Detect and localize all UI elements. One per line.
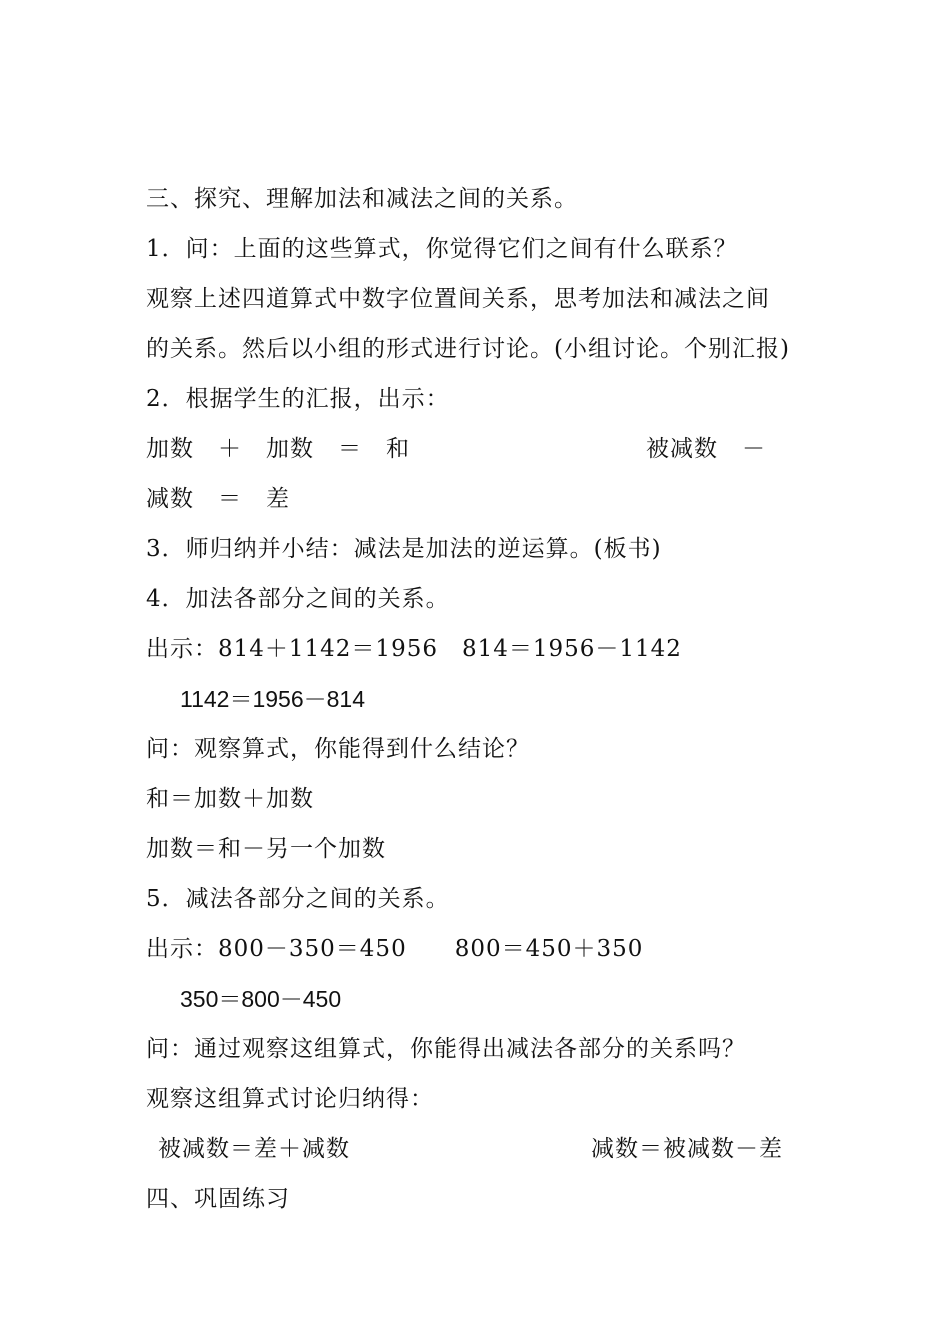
conclusion-addend: 加数＝和－另一个加数 <box>146 836 386 862</box>
question-observe: 问：观察算式，你能得到什么结论？ <box>146 736 530 762</box>
addition-example: 出示：814＋1142＝1956 814＝1956－1142 <box>146 636 682 662</box>
subtraction-example-2: 350＝800－450 <box>180 986 342 1012</box>
item-2: 2．根据学生的汇报，出示： <box>146 386 450 412</box>
subtraction-formula-end: 减数 ＝ 差 <box>146 486 290 512</box>
question-1: 1．问：上面的这些算式，你觉得它们之间有什么联系？ <box>146 236 738 262</box>
addition-formula: 加数 ＋ 加数 ＝ 和 <box>146 436 410 462</box>
item-5: 5．减法各部分之间的关系。 <box>146 886 450 912</box>
paragraph-line-2: 的关系。然后以小组的形式进行讨论。(小组讨论。个别汇报) <box>146 336 790 362</box>
paragraph-line-1: 观察上述四道算式中数字位置间关系，思考加法和减法之间 <box>146 286 770 312</box>
section-heading-4: 四、巩固练习 <box>146 1186 290 1212</box>
conclusion-subtrahend: 减数＝被减数－差 <box>591 1136 783 1162</box>
observe-summary: 观察这组算式讨论归纳得： <box>146 1086 434 1112</box>
subtraction-formula-start: 被减数 － <box>646 436 766 462</box>
subtraction-example: 出示：800－350＝450 800＝450＋350 <box>146 936 644 962</box>
question-subtraction: 问：通过观察这组算式，你能得出减法各部分的关系吗？ <box>146 1036 746 1062</box>
conclusion-minuend: 被减数＝差＋减数 <box>158 1136 350 1162</box>
conclusion-sum: 和＝加数＋加数 <box>146 786 314 812</box>
item-4: 4．加法各部分之间的关系。 <box>146 586 450 612</box>
section-heading-3: 三、探究、理解加法和减法之间的关系。 <box>146 186 578 212</box>
addition-example-2: 1142＝1956－814 <box>180 686 365 712</box>
item-3: 3．师归纳并小结：减法是加法的逆运算。(板书) <box>146 536 662 562</box>
